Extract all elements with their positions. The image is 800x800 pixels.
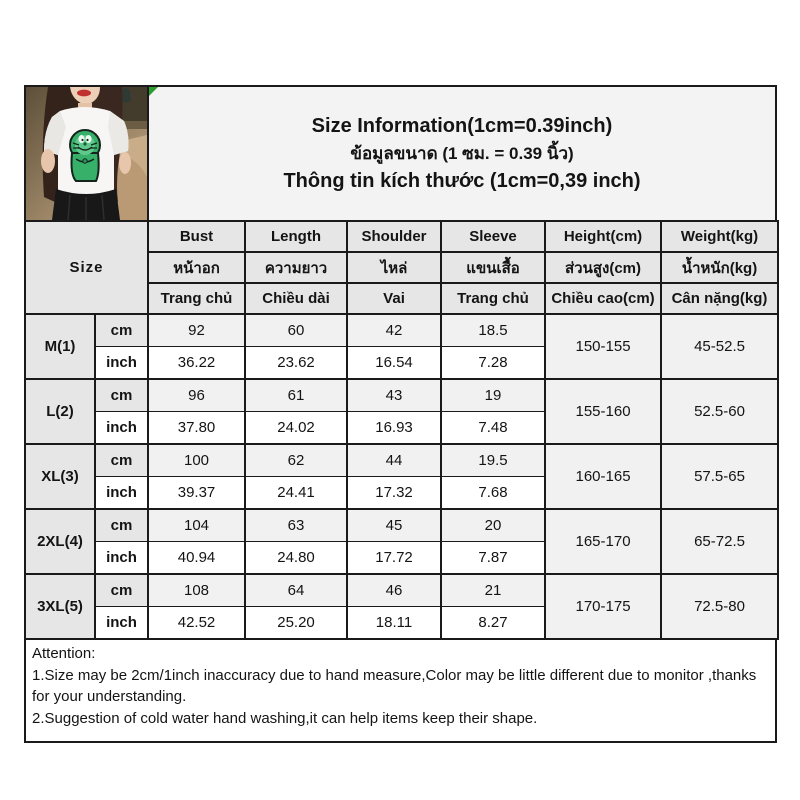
unit-label-inch: inch [95, 607, 148, 640]
weight-range: 57.5-65 [661, 444, 778, 509]
data-cell: 7.48 [441, 412, 545, 445]
height-range: 170-175 [545, 574, 661, 639]
height-range: 165-170 [545, 509, 661, 574]
unit-label-inch: inch [95, 347, 148, 380]
header-height-vi: Chiều cao(cm) [545, 283, 661, 314]
data-cell: 64 [245, 574, 347, 607]
attention-note-line: 1.Size may be 2cm/1inch inaccuracy due to hand measure,Color may be little different due to monitor ,thanks [32, 666, 757, 684]
data-cell: 100 [148, 444, 245, 477]
data-cell: 104 [148, 509, 245, 542]
data-cell: 61 [245, 379, 347, 412]
data-cell: 18.11 [347, 607, 441, 640]
header-shoulder-en: Shoulder [347, 221, 441, 252]
data-cell: 36.22 [148, 347, 245, 380]
data-cell: 8.27 [441, 607, 545, 640]
weight-range: 52.5-60 [661, 379, 778, 444]
header-length-en: Length [245, 221, 347, 252]
data-cell: 7.87 [441, 542, 545, 575]
unit-label-inch: inch [95, 542, 148, 575]
attention-heading: Attention: [32, 645, 96, 662]
data-cell: 20 [441, 509, 545, 542]
header-bust-vi: Trang chủ [148, 283, 245, 314]
weight-range: 72.5-80 [661, 574, 778, 639]
data-cell: 19 [441, 379, 545, 412]
header-sleeve-en: Sleeve [441, 221, 545, 252]
size-info-sheet [24, 85, 777, 743]
data-cell: 42 [347, 314, 441, 347]
header-sleeve-th: แขนเสื้อ [441, 252, 545, 283]
data-cell: 43 [347, 379, 441, 412]
weight-range: 65-72.5 [661, 509, 778, 574]
unit-label-cm: cm [95, 574, 148, 607]
size-table [24, 220, 779, 640]
header-height-en: Height(cm) [545, 221, 661, 252]
data-cell: 60 [245, 314, 347, 347]
header-weight-th: น้ำหนัก(kg) [661, 252, 778, 283]
product-photo-image [26, 87, 147, 220]
header-length-vi: Chiều dài [245, 283, 347, 314]
data-cell: 24.80 [245, 542, 347, 575]
size-label-2xl: 2XL(4) [25, 509, 95, 574]
data-cell: 37.80 [148, 412, 245, 445]
header-bust-en: Bust [148, 221, 245, 252]
data-cell: 23.62 [245, 347, 347, 380]
attention-note-line: for your understanding. [32, 688, 187, 705]
header-weight-vi: Cân nặng(kg) [661, 283, 778, 314]
data-cell: 108 [148, 574, 245, 607]
data-cell: 44 [347, 444, 441, 477]
title-vietnamese: Thông tin kích thước (1cm=0,39 inch) [283, 170, 641, 192]
data-cell: 63 [245, 509, 347, 542]
data-cell: 7.68 [441, 477, 545, 510]
data-cell: 45 [347, 509, 441, 542]
data-cell: 40.94 [148, 542, 245, 575]
title-block [149, 85, 777, 222]
weight-range: 45-52.5 [661, 314, 778, 379]
attention-box [24, 638, 777, 743]
data-cell: 46 [347, 574, 441, 607]
data-cell: 18.5 [441, 314, 545, 347]
height-range: 150-155 [545, 314, 661, 379]
size-label-l: L(2) [25, 379, 95, 444]
data-cell: 21 [441, 574, 545, 607]
data-cell: 17.32 [347, 477, 441, 510]
data-cell: 96 [148, 379, 245, 412]
unit-label-inch: inch [95, 412, 148, 445]
data-cell: 25.20 [245, 607, 347, 640]
data-cell: 17.72 [347, 542, 441, 575]
size-label-3xl: 3XL(5) [25, 574, 95, 639]
unit-label-cm: cm [95, 314, 148, 347]
unit-label-cm: cm [95, 379, 148, 412]
data-cell: 24.41 [245, 477, 347, 510]
size-header-cell: Size [25, 221, 148, 314]
title-english: Size Information(1cm=0.39inch) [311, 115, 613, 137]
header-height-th: ส่วนสูง(cm) [545, 252, 661, 283]
data-cell: 39.37 [148, 477, 245, 510]
data-cell: 16.93 [347, 412, 441, 445]
height-range: 160-165 [545, 444, 661, 509]
unit-label-inch: inch [95, 477, 148, 510]
unit-label-cm: cm [95, 509, 148, 542]
size-label-m: M(1) [25, 314, 95, 379]
data-cell: 24.02 [245, 412, 347, 445]
header-shoulder-th: ไหล่ [347, 252, 441, 283]
header-section [24, 85, 777, 222]
data-cell: 62 [245, 444, 347, 477]
header-weight-en: Weight(kg) [661, 221, 778, 252]
data-cell: 92 [148, 314, 245, 347]
title-thai: ข้อมูลขนาด (1 ซม. = 0.39 นิ้ว) [350, 144, 574, 163]
header-sleeve-vi: Trang chủ [441, 283, 545, 314]
height-range: 155-160 [545, 379, 661, 444]
cell-corner-marker-icon [149, 87, 158, 96]
size-label-xl: XL(3) [25, 444, 95, 509]
header-length-th: ความยาว [245, 252, 347, 283]
data-cell: 16.54 [347, 347, 441, 380]
unit-label-cm: cm [95, 444, 148, 477]
header-shoulder-vi: Vai [347, 283, 441, 314]
header-bust-th: หน้าอก [148, 252, 245, 283]
data-cell: 42.52 [148, 607, 245, 640]
data-cell: 7.28 [441, 347, 545, 380]
attention-note-line: 2.Suggestion of cold water hand washing,it can help items keep their shape. [32, 709, 538, 727]
data-cell: 19.5 [441, 444, 545, 477]
product-photo [24, 85, 149, 222]
